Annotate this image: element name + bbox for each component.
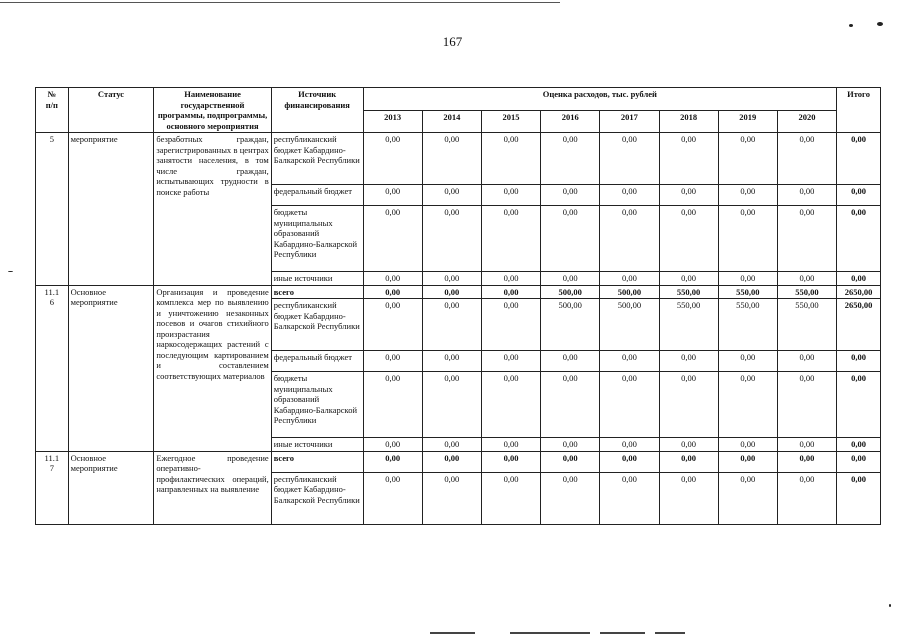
total-cell: 0,00 (837, 272, 881, 286)
year-value-cell: 550,00 (777, 299, 836, 351)
year-value-cell: 0,00 (481, 372, 540, 438)
year-value-cell: 500,00 (541, 299, 600, 351)
year-value-cell: 0,00 (422, 285, 481, 299)
year-value-cell: 0,00 (481, 185, 540, 206)
year-value-cell: 0,00 (659, 206, 718, 272)
year-value-cell: 0,00 (541, 206, 600, 272)
year-value-cell: 0,00 (777, 451, 836, 472)
total-cell: 0,00 (837, 351, 881, 372)
year-value-cell: 0,00 (600, 438, 659, 452)
year-value-cell: 0,00 (541, 272, 600, 286)
total-cell: 0,00 (837, 185, 881, 206)
year-value-cell: 0,00 (718, 206, 777, 272)
year-value-cell: 0,00 (363, 285, 422, 299)
header-expenses: Оценка расходов, тыс. рублей (363, 88, 837, 111)
year-value-cell: 0,00 (363, 451, 422, 472)
year-value-cell: 0,00 (777, 272, 836, 286)
header-name: Наименование государственной программы, подпрограммы, основного мероприятия (154, 88, 271, 133)
year-value-cell: 500,00 (600, 285, 659, 299)
funding-source: иные источники (271, 438, 363, 452)
header-year: 2014 (422, 110, 481, 133)
funding-source: федеральный бюджет (271, 351, 363, 372)
year-value-cell: 0,00 (541, 133, 600, 185)
year-value-cell: 0,00 (481, 299, 540, 351)
row-status: Основное мероприятие (68, 451, 154, 524)
year-value-cell: 0,00 (422, 133, 481, 185)
funding-source: республиканский бюджет Кабардино-Балкарской Республики (271, 133, 363, 185)
header-year: 2018 (659, 110, 718, 133)
year-value-cell: 0,00 (481, 285, 540, 299)
year-value-cell: 550,00 (659, 285, 718, 299)
year-value-cell: 0,00 (363, 299, 422, 351)
scan-edge-line (430, 632, 475, 634)
year-value-cell: 0,00 (659, 451, 718, 472)
year-value-cell: 0,00 (659, 472, 718, 524)
table-header (36, 88, 881, 133)
scan-edge-line (600, 632, 645, 634)
budget-table (35, 87, 881, 525)
funding-source: республиканский бюджет Кабардино-Балкарской Республики (271, 299, 363, 351)
total-cell: 0,00 (837, 206, 881, 272)
year-value-cell: 0,00 (600, 185, 659, 206)
year-value-cell: 500,00 (541, 285, 600, 299)
row-program-name: Организация и проведение комплекса мер по выявлению и уничтожению незаконных посевов и очагов стихийного произрастания наркосодержащих растений с последующим картированием и составлением соответствующих материалов (154, 285, 271, 451)
header-num: № п/п (36, 88, 69, 133)
total-cell: 2650,00 (837, 299, 881, 351)
scan-speck (8, 271, 13, 272)
year-value-cell: 0,00 (422, 272, 481, 286)
row-number: 11.1 7 (36, 451, 69, 524)
year-value-cell: 0,00 (718, 272, 777, 286)
year-value-cell: 0,00 (600, 133, 659, 185)
scan-edge-line (655, 632, 685, 634)
year-value-cell: 0,00 (777, 372, 836, 438)
year-value-cell: 500,00 (600, 299, 659, 351)
year-value-cell: 0,00 (659, 438, 718, 452)
year-value-cell: 0,00 (363, 351, 422, 372)
year-value-cell: 550,00 (718, 299, 777, 351)
year-value-cell: 0,00 (777, 206, 836, 272)
year-value-cell: 0,00 (659, 351, 718, 372)
year-value-cell: 0,00 (541, 372, 600, 438)
scan-edge-line (510, 632, 590, 634)
year-value-cell: 0,00 (422, 299, 481, 351)
year-value-cell: 0,00 (659, 185, 718, 206)
year-value-cell: 0,00 (600, 206, 659, 272)
year-value-cell: 550,00 (718, 285, 777, 299)
year-value-cell: 0,00 (422, 472, 481, 524)
page-number: 167 (442, 34, 463, 49)
header-year: 2016 (541, 110, 600, 133)
funding-source: иные источники (271, 272, 363, 286)
year-value-cell: 0,00 (600, 351, 659, 372)
year-value-cell: 0,00 (777, 185, 836, 206)
header-status: Статус (68, 88, 154, 133)
row-status: мероприятие (68, 133, 154, 286)
scan-speck (889, 604, 891, 607)
header-source: Источник финансирования (271, 88, 363, 133)
header-year: 2017 (600, 110, 659, 133)
year-value-cell: 0,00 (363, 272, 422, 286)
year-value-cell: 0,00 (600, 472, 659, 524)
year-value-cell: 0,00 (422, 206, 481, 272)
year-value-cell: 0,00 (363, 133, 422, 185)
funding-source: всего (271, 285, 363, 299)
year-value-cell: 0,00 (659, 133, 718, 185)
header-year: 2013 (363, 110, 422, 133)
year-value-cell: 0,00 (363, 206, 422, 272)
year-value-cell: 0,00 (541, 351, 600, 372)
funding-source: республиканский бюджет Кабардино-Балкарской Республики (271, 472, 363, 524)
year-value-cell: 0,00 (481, 272, 540, 286)
year-value-cell: 0,00 (718, 472, 777, 524)
year-value-cell: 0,00 (541, 438, 600, 452)
year-value-cell: 0,00 (718, 372, 777, 438)
year-value-cell: 0,00 (363, 472, 422, 524)
year-value-cell: 0,00 (541, 185, 600, 206)
year-value-cell: 0,00 (481, 351, 540, 372)
year-value-cell: 0,00 (777, 133, 836, 185)
row-number: 5 (36, 133, 69, 286)
row-status: Основное мероприятие (68, 285, 154, 451)
table-row (36, 133, 881, 185)
header-year: 2015 (481, 110, 540, 133)
year-value-cell: 550,00 (659, 299, 718, 351)
header-year: 2019 (718, 110, 777, 133)
year-value-cell: 0,00 (422, 438, 481, 452)
table-body (36, 133, 881, 525)
total-cell: 0,00 (837, 372, 881, 438)
year-value-cell: 0,00 (481, 133, 540, 185)
year-value-cell: 0,00 (718, 438, 777, 452)
table-row (36, 285, 881, 299)
year-value-cell: 0,00 (777, 438, 836, 452)
year-value-cell: 0,00 (363, 185, 422, 206)
row-number: 11.1 6 (36, 285, 69, 451)
scan-edge-line (0, 2, 560, 3)
year-value-cell: 0,00 (541, 472, 600, 524)
year-value-cell: 0,00 (777, 351, 836, 372)
year-value-cell: 0,00 (718, 351, 777, 372)
year-value-cell: 550,00 (777, 285, 836, 299)
year-value-cell: 0,00 (422, 451, 481, 472)
total-cell: 0,00 (837, 438, 881, 452)
total-cell: 0,00 (837, 133, 881, 185)
funding-source: бюджеты муниципальных образований Кабардино-Балкарской Республики (271, 206, 363, 272)
header-year: 2020 (777, 110, 836, 133)
year-value-cell: 0,00 (600, 451, 659, 472)
year-value-cell: 0,00 (481, 206, 540, 272)
year-value-cell: 0,00 (718, 451, 777, 472)
row-program-name: Ежегодное проведение оперативно-профилактических операций, направленных на выявление (154, 451, 271, 524)
year-value-cell: 0,00 (422, 372, 481, 438)
year-value-cell: 0,00 (422, 185, 481, 206)
header-total: Итого (837, 88, 881, 133)
year-value-cell: 0,00 (363, 372, 422, 438)
scan-speck (877, 22, 883, 26)
year-value-cell: 0,00 (541, 451, 600, 472)
year-value-cell: 0,00 (422, 351, 481, 372)
year-value-cell: 0,00 (777, 472, 836, 524)
year-value-cell: 0,00 (600, 272, 659, 286)
total-cell: 2650,00 (837, 285, 881, 299)
scan-speck (849, 24, 853, 27)
year-value-cell: 0,00 (718, 185, 777, 206)
funding-source: бюджеты муниципальных образований Кабардино-Балкарской Республики (271, 372, 363, 438)
year-value-cell: 0,00 (659, 372, 718, 438)
year-value-cell: 0,00 (481, 472, 540, 524)
year-value-cell: 0,00 (363, 438, 422, 452)
funding-source: всего (271, 451, 363, 472)
total-cell: 0,00 (837, 472, 881, 524)
table-row (36, 451, 881, 472)
total-cell: 0,00 (837, 451, 881, 472)
row-program-name: безработных граждан, зарегистрированных в центрах занятости населения, в том числе граждан, испытывающих трудности в поиске работы (154, 133, 271, 286)
funding-source: федеральный бюджет (271, 185, 363, 206)
year-value-cell: 0,00 (600, 372, 659, 438)
year-value-cell: 0,00 (481, 438, 540, 452)
year-value-cell: 0,00 (718, 133, 777, 185)
year-value-cell: 0,00 (659, 272, 718, 286)
year-value-cell: 0,00 (481, 451, 540, 472)
